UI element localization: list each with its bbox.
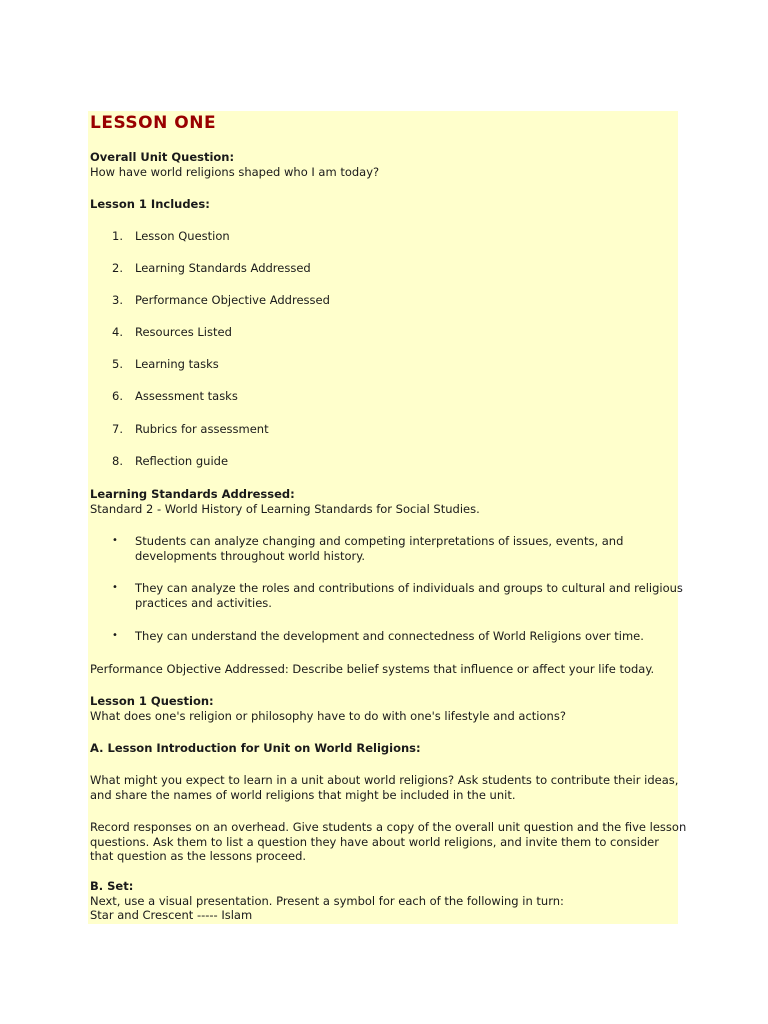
standards-text: Standard 2 - World History of Learning Standards for Social Studies. [90,501,480,516]
section-b-line-2: Star and Crescent ----- Islam [90,908,253,922]
bullet-icon: • [112,582,118,593]
overall-unit-heading: Overall Unit Question: [90,150,235,164]
lesson-question-text: What does one's religion or philosophy have to do with one's lifestyle and actions? [90,708,566,723]
lesson-title: LESSON ONE [90,113,217,133]
section-a-heading: A. Lesson Introduction for Unit on World Religions: [90,741,421,755]
lesson-question-section [90,694,680,723]
lesson-question-heading: Lesson 1 Question: [90,694,214,708]
section-b-line-1: Next, use a visual presentation. Present a symbol for each of the following in turn: [90,893,564,908]
bullet-icon: • [112,630,118,641]
bullets-indent-area [88,526,113,650]
section-a-paragraph-2: Record responses on an overhead. Give students a copy of the overall unit question and the five lesson questions. Ask them to list a question they have about world religions, and invite them to consider that question as the lessons proceed. [90,820,687,863]
section-b [90,879,680,923]
standards-section [90,487,680,516]
standards-heading: Learning Standards Addressed: [90,487,295,501]
includes-section [90,197,210,212]
section-a-paragraph-1: What might you expect to learn in a unit about world religions? Ask students to contribute their ideas, and share the names of world religions that might be included in the unit. [90,773,679,802]
overall-unit-text: How have world religions shaped who I am today? [90,164,380,179]
lesson-content: LESSON ONE Overall Unit Question: How have world religions shaped who I am today? Lesson 1 Includes: 1. Lesson Question 2. Learning Standards Addressed 3. Performance Objective Addressed 4. Resources Listed 5. Learning tasks 6. Assessment tasks 7. Rubrics for assessment 8. Reflection guide Learning Standards Addressed: Standard 2 - World History of Learning Standards for Social Studies. • Students can analyze changing and competing interpretations of issues, events, and developments throughout world history. • They can analyze the roles and contributions of individuals and groups to cultural and religious practices and activities. • They can understand the development and connectedness of World Religions over time. Performance Objective Addressed: Describe belief systems that influence or affect your life today. Lesson 1 Question: What does one's religion or philosophy have to do with one's lifestyle and actions? A. Lesson Introduction for Unit on World Religions: What might you expect to learn in a unit about world religions? Ask students to contribute their ideas, and share the names of world religions that might be included in the unit. Record responses on an overhead. Give students a copy of the overall unit question and the five lesson questions. Ask them to list a question they have about world religions, and invite them to consider that question as the lessons proceed. B. Set: Next, use a visual presentation. Present a symbol for each of the following in turn: Star and Crescent ----- Islam [90,110,680,136]
section-b-heading: B. Set: [90,879,134,893]
includes-heading: Lesson 1 Includes: [90,197,210,211]
overall-unit-section [90,150,379,179]
list-indent-area [88,221,113,469]
performance-objective: Performance Objective Addressed: Describe belief systems that influence or affect your life today. [90,662,655,676]
bullet-icon: • [112,535,118,546]
